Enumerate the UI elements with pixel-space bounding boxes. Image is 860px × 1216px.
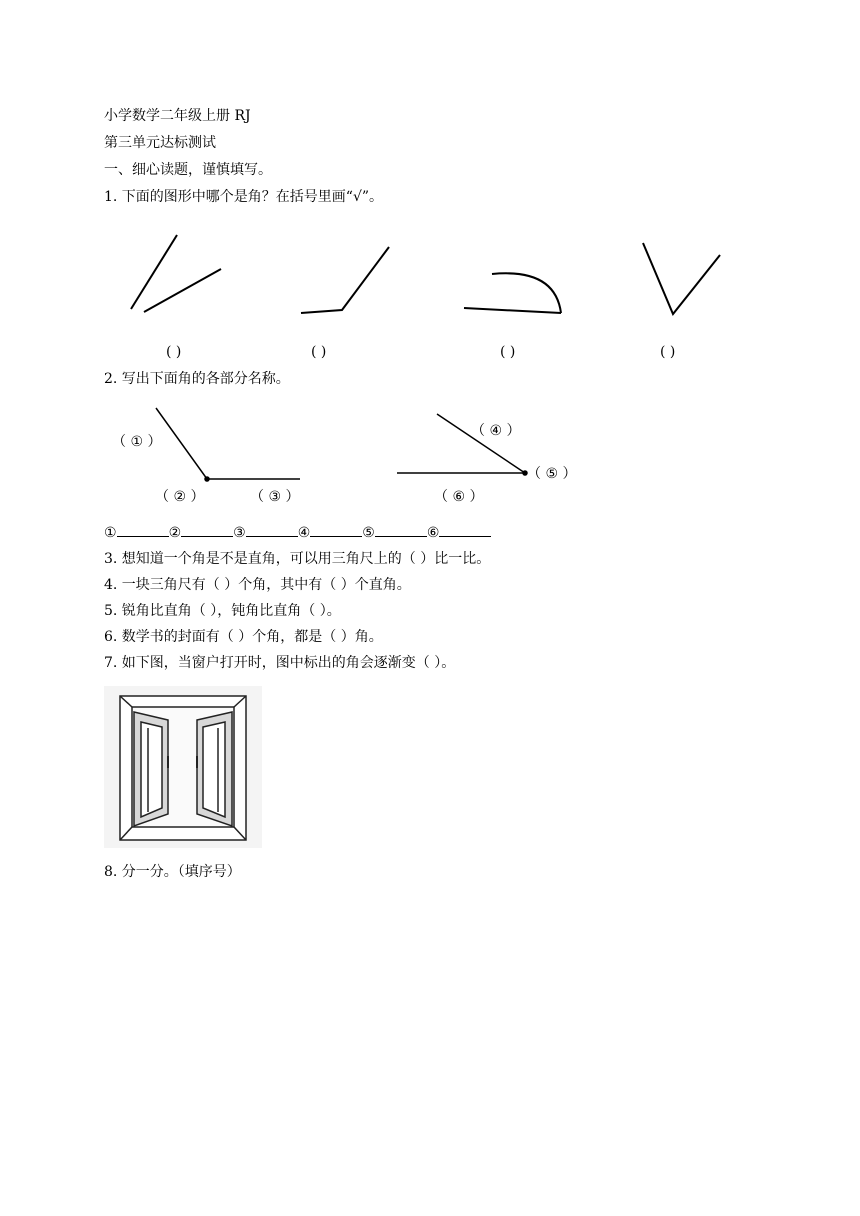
figure-2-angle bbox=[301, 247, 389, 313]
q2-answer-row bbox=[104, 522, 491, 543]
question-5: 5. 锐角比直角（ ），钝角比直角（ ）。 bbox=[104, 603, 341, 619]
question-3: 3. 想知道一个角是不是直角，可以用三角尺上的（ ）比一比。 bbox=[104, 551, 491, 567]
question-7: 7. 如下图，当窗户打开时，图中标出的角会逐渐变（ ）。 bbox=[104, 655, 456, 671]
label-1: （ ① ） bbox=[112, 434, 162, 450]
q1-answer-3[interactable]: ( ) bbox=[500, 344, 516, 360]
window-illustration bbox=[104, 686, 262, 848]
q2-answer-3[interactable]: ③ bbox=[233, 525, 298, 541]
question-4: 4. 一块三角尺有（ ）个角，其中有（ ）个直角。 bbox=[104, 577, 411, 593]
q2-answer-6[interactable]: ⑥ bbox=[427, 525, 492, 541]
label-5: （ ⑤ ） bbox=[527, 466, 577, 482]
q1-figures bbox=[100, 225, 760, 325]
q2-answer-4[interactable]: ④ bbox=[298, 525, 363, 541]
figure-1-separate-lines bbox=[131, 235, 221, 312]
angle-diagram-1 bbox=[156, 408, 300, 481]
figure-3-curve bbox=[464, 273, 561, 313]
q1-answer-4[interactable]: ( ) bbox=[660, 344, 676, 360]
q2-answer-2[interactable]: ② bbox=[169, 525, 234, 541]
label-6: （ ⑥ ） bbox=[434, 489, 484, 505]
label-2: （ ② ） bbox=[155, 489, 205, 505]
figure-4-angle bbox=[643, 243, 720, 314]
document-title: 小学数学二年级上册 RJ bbox=[104, 108, 251, 124]
question-1: 1. 下面的图形中哪个是角？在括号里画“√”。 bbox=[104, 189, 384, 205]
section-heading: 一、细心读题，谨慎填写。 bbox=[104, 162, 272, 178]
unit-title: 第三单元达标测试 bbox=[104, 135, 216, 151]
question-2: 2. 写出下面角的各部分名称。 bbox=[104, 371, 290, 387]
q1-answer-2[interactable]: ( ) bbox=[311, 344, 327, 360]
label-4: （ ④ ） bbox=[471, 423, 521, 439]
right-window-panel bbox=[197, 712, 232, 826]
left-window-panel bbox=[134, 712, 168, 826]
q2-answer-5[interactable]: ⑤ bbox=[362, 525, 427, 541]
q2-answer-1[interactable]: ① bbox=[104, 525, 169, 541]
question-6: 6. 数学书的封面有（ ）个角，都是（ ）角。 bbox=[104, 629, 383, 645]
label-3: （ ③ ） bbox=[250, 489, 300, 505]
question-8: 8. 分一分。（填序号） bbox=[104, 864, 241, 880]
q1-answer-1[interactable]: ( ) bbox=[166, 344, 182, 360]
